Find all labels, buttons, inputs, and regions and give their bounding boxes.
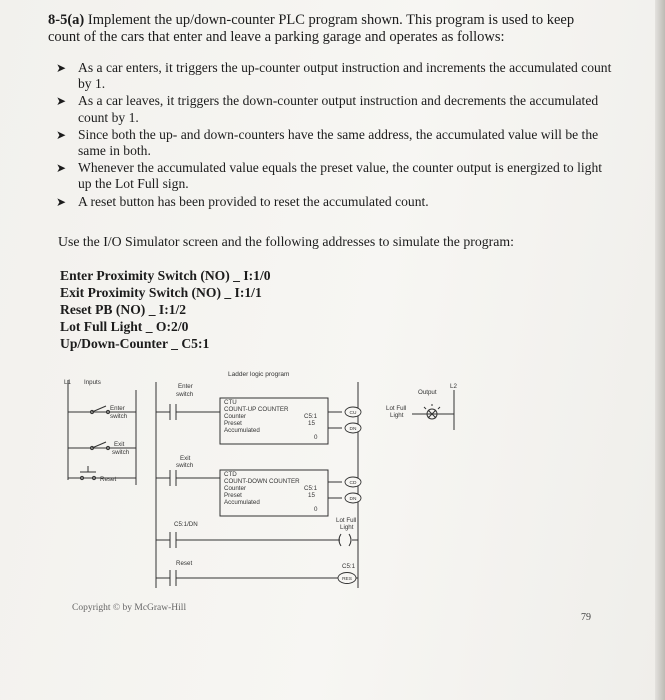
cu-label: CU (349, 411, 357, 416)
exit-switch-label-2: switch (112, 449, 130, 456)
address-counter: Up/Down-Counter _ C5:1 (60, 336, 210, 351)
contact-exit-label-2: switch (176, 462, 194, 469)
inputs-label: Inputs (84, 379, 101, 386)
simulator-instruction: Use the I/O Simulator screen and the following addresses to simulate the program: (58, 234, 514, 249)
copyright-notice: Copyright © by McGraw-Hill (72, 603, 187, 613)
contact-exit-label: Exit (180, 455, 191, 462)
list-item: ➤ A reset button has been provided to reset the accumulated count. (56, 193, 429, 209)
enter-switch-label-2: switch (110, 413, 128, 420)
dn-label-2: DN (349, 497, 357, 502)
ctd-tag: CTD (224, 471, 237, 478)
address-reset: Reset PB (NO) _ I:1/2 (60, 302, 187, 317)
rung3-lot-full-label: Lot Full (336, 517, 357, 524)
operation-list (52, 60, 612, 211)
list-item: ➤ Whenever the accumulated value equals the preset value, the counter output is energized to light up the Lot Full sign. (56, 160, 603, 192)
cd-label: CD (349, 481, 357, 486)
ctd-accum-label: Accumulated (224, 499, 260, 506)
list-item: ➤ Since both the up- and down-counters have the same address, the accumulated value will be the same in both. (56, 126, 599, 159)
arrow-bullet-icon: ➤ (56, 61, 67, 75)
arrow-bullet-icon: ➤ (56, 161, 67, 176)
arrow-bullet-icon: ➤ (56, 94, 67, 109)
l1-label: L1 (64, 379, 71, 386)
ctu-counter-label: Counter (224, 413, 247, 420)
l2-label: L2 (450, 383, 457, 390)
ctd-counter-addr: C5:1 (304, 485, 318, 492)
res-label: RES (342, 577, 352, 582)
ladder-diagram (58, 360, 478, 595)
page-number: 79 (581, 612, 591, 623)
dn-label-1: DN (349, 427, 357, 432)
reset-pb-label: Reset (100, 476, 117, 483)
problem-number: 8-5(a) (48, 12, 85, 28)
page-edge (655, 0, 665, 700)
rung3-light-label: Light (340, 524, 354, 531)
ctu-title: COUNT-UP COUNTER (224, 406, 289, 413)
address-exit: Exit Proximity Switch (NO) _ I:1/1 (60, 285, 262, 300)
list-item: ➤ As a car leaves, it triggers the down-counter output instruction and decrements the accumulated count by 1. (56, 93, 599, 125)
output-light-label: Light (390, 412, 404, 419)
ctu-tag: CTU (224, 399, 237, 406)
ctd-title: COUNT-DOWN COUNTER (224, 478, 300, 485)
address-enter: Enter Proximity Switch (NO) _ I:1/0 (60, 268, 271, 283)
reset-contact-label: Reset (176, 560, 193, 567)
ctu-accum-value: 0 (314, 434, 318, 441)
contact-enter-label: Enter (178, 383, 193, 390)
dn-contact-label: C5:1/DN (174, 521, 198, 528)
ctd-accum-value: 0 (314, 506, 318, 513)
res-addr-label: C5:1 (342, 563, 356, 570)
arrow-bullet-icon: ➤ (56, 194, 67, 209)
output-label: Output (418, 389, 437, 396)
contact-enter-label-2: switch (176, 391, 194, 398)
ctd-preset-label: Preset (224, 492, 242, 499)
ctu-accum-label: Accumulated (224, 427, 260, 434)
arrow-bullet-icon: ➤ (56, 127, 67, 142)
address-list (60, 267, 360, 352)
problem-statement (48, 12, 608, 46)
enter-switch-label: Enter (110, 405, 125, 412)
ctu-preset-label: Preset (224, 420, 242, 427)
output-lot-full-label: Lot Full (386, 405, 407, 412)
ctu-preset-value: 15 (308, 420, 315, 427)
ctu-counter-addr: C5:1 (304, 413, 318, 420)
diagram-heading: Ladder logic program (228, 371, 290, 378)
exit-switch-label: Exit (114, 441, 125, 448)
ctd-preset-value: 15 (308, 492, 315, 499)
ctd-counter-label: Counter (224, 485, 247, 492)
list-item: ➤ As a car enters, it triggers the up-counter output instruction and increments the accumulated count by 1. (56, 60, 612, 92)
address-light: Lot Full Light _ O:2/0 (60, 319, 189, 334)
problem-title: Implement the up/down-counter PLC program shown. This program is used to keep count of the cars that enter and leave a parking garage and operates as follows: (48, 12, 575, 45)
